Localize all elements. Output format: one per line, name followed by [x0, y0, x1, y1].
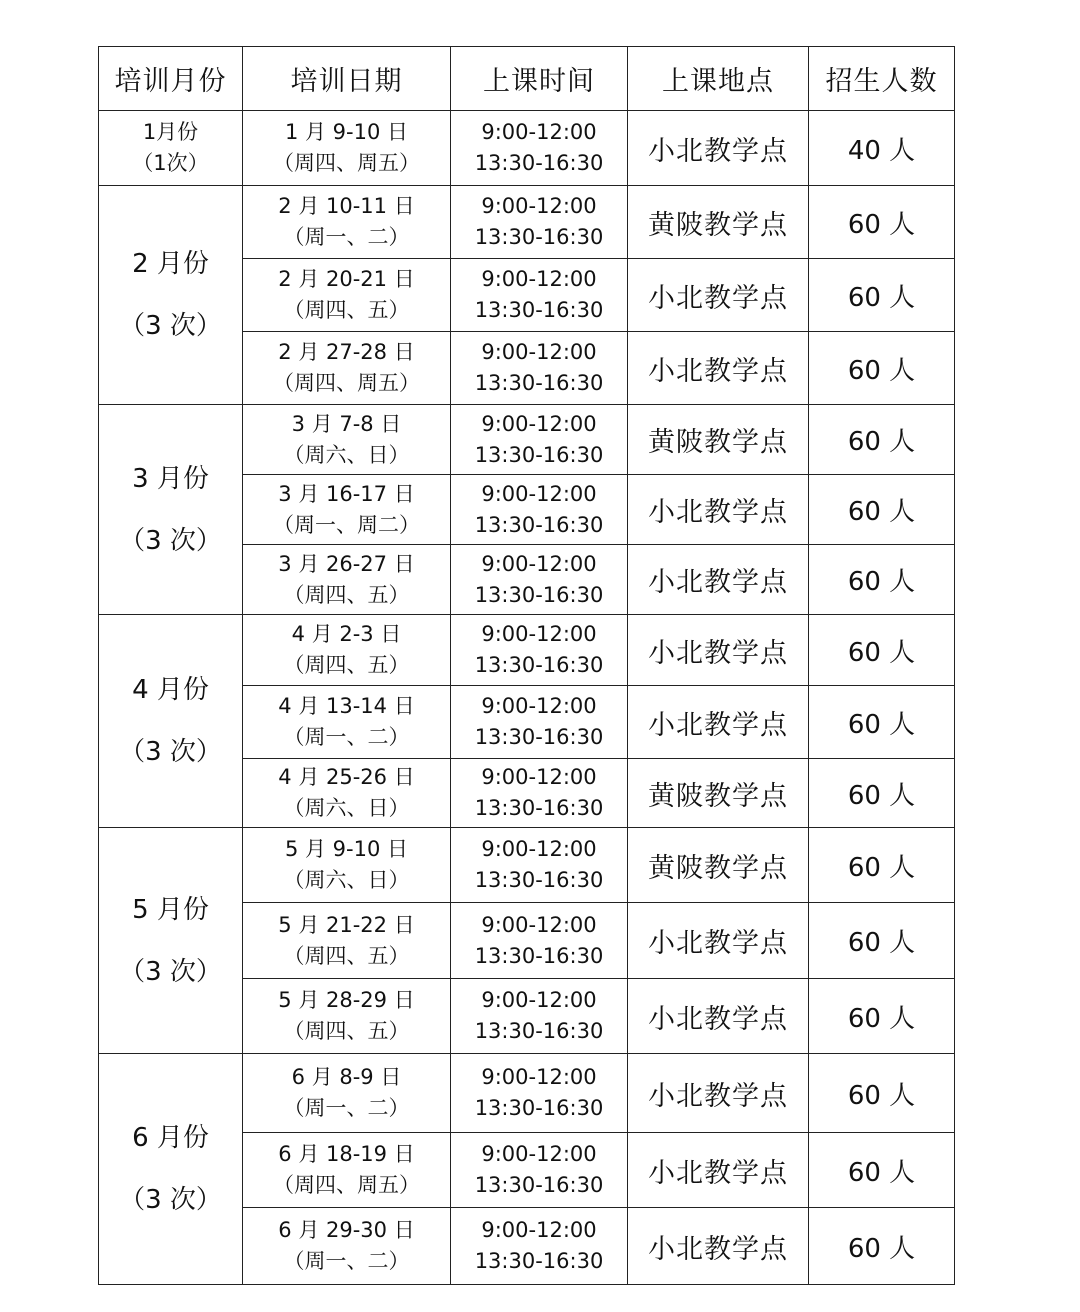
morning-time: 9:00-12:00	[481, 988, 597, 1012]
afternoon-time: 13:30-16:30	[474, 582, 604, 607]
session-count: （3 次）	[119, 956, 222, 987]
afternoon-time: 13:30-16:30	[474, 796, 604, 820]
morning-time: 9:00-12:00	[481, 411, 597, 436]
spacer	[99, 496, 242, 524]
weekdays: （周一、二）	[283, 1249, 410, 1273]
header-class-time: 上课时间	[451, 47, 628, 111]
afternoon-time: 13:30-16:30	[474, 1096, 604, 1120]
capacity-cell: 60 人	[809, 475, 955, 545]
date-range: 4 月 25-26 日	[278, 765, 415, 789]
afternoon-time: 13:30-16:30	[474, 1173, 604, 1197]
spacer	[99, 281, 242, 309]
location-cell: 小北教学点	[628, 1054, 809, 1133]
spacer	[99, 707, 242, 735]
morning-time: 9:00-12:00	[481, 551, 597, 576]
afternoon-time: 13:30-16:30	[474, 298, 604, 322]
time-cell	[451, 186, 628, 259]
table-row	[99, 828, 955, 903]
capacity-cell: 60 人	[809, 615, 955, 686]
morning-time: 9:00-12:00	[481, 1218, 597, 1242]
date-range: 3 月 7-8 日	[291, 411, 402, 436]
header-training-date: 培训日期	[243, 47, 451, 111]
date-range: 6 月 8-9 日	[291, 1065, 402, 1089]
weekdays: （周一、二）	[283, 725, 410, 749]
header-class-location: 上课地点	[628, 47, 809, 111]
date-cell	[243, 903, 451, 979]
location-cell: 小北教学点	[628, 615, 809, 686]
weekdays: （周六、日）	[283, 442, 410, 467]
location-cell: 小北教学点	[628, 903, 809, 979]
capacity-cell: 60 人	[809, 903, 955, 979]
time-cell	[451, 259, 628, 332]
morning-time: 9:00-12:00	[481, 120, 597, 144]
morning-time: 9:00-12:00	[481, 694, 597, 718]
date-range: 6 月 29-30 日	[278, 1218, 415, 1242]
date-cell	[243, 111, 451, 186]
date-cell	[243, 615, 451, 686]
weekdays: （周六、日）	[283, 796, 410, 820]
header-training-month: 培训月份	[99, 47, 243, 111]
capacity-cell: 60 人	[809, 686, 955, 759]
capacity-cell: 60 人	[809, 1208, 955, 1285]
location-cell: 黄陂教学点	[628, 759, 809, 828]
capacity-cell: 60 人	[809, 545, 955, 615]
date-cell	[243, 405, 451, 475]
month-cell	[99, 615, 243, 828]
month-label: 6 月份	[132, 1123, 209, 1153]
month-cell	[99, 828, 243, 1054]
morning-time: 9:00-12:00	[481, 194, 597, 218]
month-label: 5 月份	[132, 894, 209, 925]
date-range: 5 月 21-22 日	[278, 912, 415, 937]
time-cell	[451, 979, 628, 1054]
month-cell	[99, 111, 243, 186]
time-cell	[451, 545, 628, 615]
afternoon-time: 13:30-16:30	[474, 151, 604, 175]
date-cell	[243, 686, 451, 759]
time-cell	[451, 111, 628, 186]
capacity-cell: 60 人	[809, 1133, 955, 1208]
date-cell	[243, 545, 451, 615]
capacity-cell: 60 人	[809, 759, 955, 828]
table-row	[99, 186, 955, 259]
morning-time: 9:00-12:00	[481, 837, 597, 861]
afternoon-time: 13:30-16:30	[474, 371, 604, 395]
date-cell	[243, 332, 451, 405]
morning-time: 9:00-12:00	[481, 1142, 597, 1166]
date-cell	[243, 828, 451, 903]
time-cell	[451, 686, 628, 759]
table-row	[99, 111, 955, 186]
morning-time: 9:00-12:00	[481, 1065, 597, 1089]
location-cell: 小北教学点	[628, 475, 809, 545]
session-count: （3 次）	[119, 1185, 222, 1215]
capacity-cell: 60 人	[809, 828, 955, 903]
time-cell	[451, 1054, 628, 1133]
time-cell	[451, 332, 628, 405]
weekdays: （周四、周五）	[273, 151, 420, 175]
date-cell	[243, 186, 451, 259]
location-cell: 小北教学点	[628, 1208, 809, 1285]
weekdays: （周四、五）	[283, 943, 410, 968]
location-cell: 小北教学点	[628, 686, 809, 759]
weekdays: （周四、周五）	[273, 1173, 420, 1197]
capacity-cell: 60 人	[809, 979, 955, 1054]
date-cell	[243, 1133, 451, 1208]
date-cell	[243, 759, 451, 828]
date-range: 5 月 9-10 日	[284, 837, 409, 861]
location-cell: 黄陂教学点	[628, 186, 809, 259]
session-count: （3 次）	[119, 311, 222, 341]
capacity-cell: 40 人	[809, 111, 955, 186]
date-cell	[243, 259, 451, 332]
month-cell	[99, 405, 243, 615]
month-label: 1月份	[142, 120, 199, 144]
location-cell: 小北教学点	[628, 545, 809, 615]
table-header-row	[99, 47, 955, 111]
location-cell: 小北教学点	[628, 979, 809, 1054]
table-row	[99, 615, 955, 686]
location-cell: 黄陂教学点	[628, 405, 809, 475]
afternoon-time: 13:30-16:30	[474, 512, 604, 537]
month-cell	[99, 1054, 243, 1285]
table-row	[99, 405, 955, 475]
spacer	[99, 927, 242, 955]
capacity-cell: 60 人	[809, 1054, 955, 1133]
session-count: （1次）	[132, 151, 209, 175]
morning-time: 9:00-12:00	[481, 622, 597, 646]
date-cell	[243, 1054, 451, 1133]
header-enrollment: 招生人数	[809, 47, 955, 111]
location-cell: 小北教学点	[628, 1133, 809, 1208]
spacer	[99, 1155, 242, 1183]
date-range: 5 月 28-29 日	[278, 988, 415, 1012]
date-range: 1 月 9-10 日	[284, 120, 409, 144]
weekdays: （周四、五）	[283, 653, 410, 677]
session-count: （3 次）	[119, 737, 222, 767]
location-cell: 小北教学点	[628, 332, 809, 405]
time-cell	[451, 828, 628, 903]
date-range: 2 月 10-11 日	[278, 194, 415, 218]
capacity-cell: 60 人	[809, 405, 955, 475]
weekdays: （周四、五）	[283, 1019, 410, 1043]
date-range: 4 月 13-14 日	[278, 694, 415, 718]
location-cell: 黄陂教学点	[628, 828, 809, 903]
date-range: 3 月 26-27 日	[278, 551, 415, 576]
weekdays: （周一、二）	[283, 1096, 410, 1120]
location-cell: 小北教学点	[628, 111, 809, 186]
location-cell: 小北教学点	[628, 259, 809, 332]
afternoon-time: 13:30-16:30	[474, 868, 604, 892]
month-cell	[99, 186, 243, 405]
month-label: 3 月份	[132, 463, 209, 494]
capacity-cell: 60 人	[809, 332, 955, 405]
time-cell	[451, 405, 628, 475]
afternoon-time: 13:30-16:30	[474, 943, 604, 968]
table-row	[99, 1054, 955, 1133]
date-cell	[243, 475, 451, 545]
afternoon-time: 13:30-16:30	[474, 1249, 604, 1273]
table-body	[99, 111, 955, 1285]
date-range: 2 月 20-21 日	[278, 267, 415, 291]
afternoon-time: 13:30-16:30	[474, 225, 604, 249]
time-cell	[451, 1208, 628, 1285]
time-cell	[451, 615, 628, 686]
time-cell	[451, 1133, 628, 1208]
morning-time: 9:00-12:00	[481, 912, 597, 937]
morning-time: 9:00-12:00	[481, 340, 597, 364]
session-count: （3 次）	[119, 525, 222, 556]
capacity-cell: 60 人	[809, 259, 955, 332]
date-range: 3 月 16-17 日	[278, 481, 415, 506]
date-cell	[243, 1208, 451, 1285]
afternoon-time: 13:30-16:30	[474, 1019, 604, 1043]
weekdays: （周一、周二）	[273, 512, 420, 537]
afternoon-time: 13:30-16:30	[474, 653, 604, 677]
morning-time: 9:00-12:00	[481, 765, 597, 789]
morning-time: 9:00-12:00	[481, 481, 597, 506]
date-range: 4 月 2-3 日	[291, 622, 402, 646]
date-cell	[243, 979, 451, 1054]
weekdays: （周四、周五）	[273, 371, 420, 395]
afternoon-time: 13:30-16:30	[474, 442, 604, 467]
training-schedule-table	[98, 46, 955, 1285]
month-label: 4 月份	[132, 675, 209, 705]
morning-time: 9:00-12:00	[481, 267, 597, 291]
time-cell	[451, 903, 628, 979]
date-range: 6 月 18-19 日	[278, 1142, 415, 1166]
weekdays: （周六、日）	[283, 868, 410, 892]
time-cell	[451, 475, 628, 545]
afternoon-time: 13:30-16:30	[474, 725, 604, 749]
date-range: 2 月 27-28 日	[278, 340, 415, 364]
capacity-cell: 60 人	[809, 186, 955, 259]
time-cell	[451, 759, 628, 828]
weekdays: （周四、五）	[283, 298, 410, 322]
month-label: 2 月份	[132, 249, 209, 279]
weekdays: （周四、五）	[283, 582, 410, 607]
weekdays: （周一、二）	[283, 225, 410, 249]
